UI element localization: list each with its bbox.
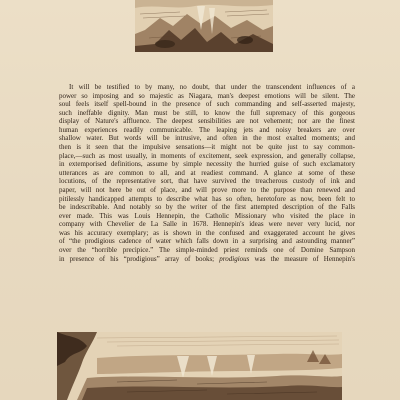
text-line: locutions, of the representative sort, that have survived the treacherous custody of ink and <box>59 177 355 186</box>
text-line: ever made. This was Louis Hennepin, the Catholic Missionary who visited the place in <box>59 211 355 220</box>
emphasized-word: prodigious <box>219 254 250 263</box>
text-line: human experiences readily communicable. The leaping jets and noisy breakers are over <box>59 125 355 134</box>
text-line: such ineffable dignity. Man must be still, to know the full supremacy of this gorgeous <box>59 108 355 117</box>
bottom-engraving-art <box>57 332 342 400</box>
text-line: power so imposing and so majestic as Niagara, man's deepest emotions will be silent. The <box>59 91 355 100</box>
text-line: in presence of his “prodigious” array of books; prodigious was the measure of Hennepin's <box>59 254 355 263</box>
top-engraving-art <box>135 0 273 52</box>
text-line: utterances as are common to all, and at readiest command. A glance at some of these <box>59 168 355 177</box>
niagara-falls-landscape-engraving <box>57 332 342 400</box>
text-line: over the “horrible precipice.” The simple-minded priest reminds one of Domine Sampson <box>59 245 355 254</box>
text-line: place,—such as most usually, in moments of excitement, seek expression, and generally collapse, <box>59 151 355 160</box>
text-line: company with Chevelier de La Salle in 1678. Hennepin's ideas were never very lucid, nor <box>59 220 355 229</box>
text-line: paper, will not here be out of place, and will prove more to the purpose than renewed and <box>59 185 355 194</box>
body-text <box>59 83 355 263</box>
waterfall-rocks-engraving <box>135 0 273 52</box>
text-line: of “the prodigious cadence of water which falls down in a surprising and astounding manner” <box>59 237 355 246</box>
text-line: be indescribable. And notably so by the writer of the first attempted description of the Falls <box>59 203 355 212</box>
text-line: then is it seen that the impulsive sensations—it might not be quite just to say common- <box>59 143 355 152</box>
text-line: display of Nature's affluence. The deepest sensibilities are not vehement; nor are the finest <box>59 117 355 126</box>
text-line: was his accuracy exemplary; as is shown in the confused and exaggerated account he gives <box>59 228 355 237</box>
text-line: pitilessly handicapped attempts to describe what has so often, heretofore as now, been felt to <box>59 194 355 203</box>
text-line: soul feels itself spell-bound in the presence of such commanding and self-asserted majesty, <box>59 100 355 109</box>
text-line: in extemporised definitions, assume by simple necessity the hurried guise of such exclamatory <box>59 160 355 169</box>
text-line: It will be testified to by many, no doubt, that under the transcendent influences of a <box>69 83 355 91</box>
text-line: shallow water. But words will be intrusive, and often in the most exalted moments; and <box>59 134 355 143</box>
